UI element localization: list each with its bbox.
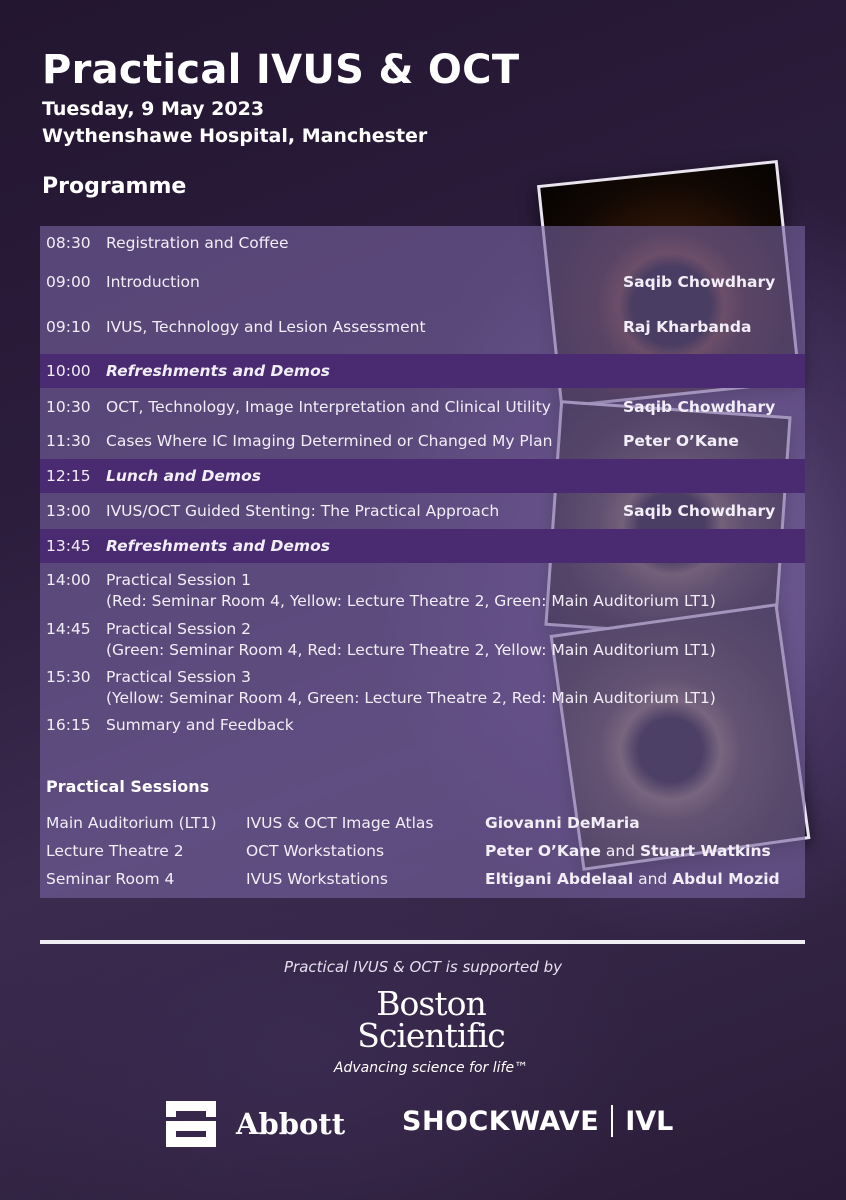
row-desc: Practical Session 3 bbox=[106, 668, 252, 686]
programme-title: Programme bbox=[42, 174, 187, 199]
practical-faculty: Peter O’Kane and Stuart Watkins bbox=[485, 842, 771, 860]
row-desc: Summary and Feedback bbox=[106, 716, 294, 734]
break-row bbox=[40, 529, 805, 563]
practical-activity: IVUS Workstations bbox=[246, 870, 388, 888]
abbott-mark-icon bbox=[160, 1097, 222, 1151]
row-detail: (Green: Seminar Room 4, Red: Lecture Theatre 2, Yellow: Main Auditorium LT1) bbox=[106, 641, 716, 659]
row-detail: (Yellow: Seminar Room 4, Green: Lecture Theatre 2, Red: Main Auditorium LT1) bbox=[106, 689, 716, 707]
row-desc: OCT, Technology, Image Interpretation and Clinical Utility bbox=[106, 398, 551, 416]
practical-activity: IVUS & OCT Image Atlas bbox=[246, 814, 434, 832]
row-desc: Practical Session 2 bbox=[106, 620, 252, 638]
row-time: 10:30 bbox=[46, 398, 91, 416]
row-desc: Refreshments and Demos bbox=[106, 537, 330, 555]
row-time: 13:00 bbox=[46, 502, 91, 520]
event-title: Practical IVUS & OCT bbox=[42, 47, 520, 93]
row-speaker: Saqib Chowdhary bbox=[623, 398, 776, 416]
shockwave-separator bbox=[611, 1105, 613, 1137]
shockwave-logo bbox=[402, 1105, 673, 1137]
row-desc: Lunch and Demos bbox=[106, 467, 261, 485]
row-time: 14:00 bbox=[46, 571, 91, 589]
row-time: 09:10 bbox=[46, 318, 91, 336]
event-venue: Wythenshawe Hospital, Manchester bbox=[42, 125, 428, 147]
shockwave-name: SHOCKWAVE bbox=[402, 1105, 600, 1137]
row-desc: Cases Where IC Imaging Determined or Changed My Plan bbox=[106, 432, 553, 450]
row-detail: (Red: Seminar Room 4, Yellow: Lecture Theatre 2, Green: Main Auditorium LT1) bbox=[106, 592, 716, 610]
row-speaker: Raj Kharbanda bbox=[623, 318, 752, 336]
practical-activity: OCT Workstations bbox=[246, 842, 385, 860]
row-desc: IVUS, Technology and Lesion Assessment bbox=[106, 318, 426, 336]
boston-scientific-logo bbox=[316, 984, 546, 1076]
bsc-line1: Boston bbox=[376, 984, 486, 1023]
bsc-tagline: Advancing science for life™ bbox=[333, 1060, 529, 1076]
row-time: 10:00 bbox=[46, 362, 91, 380]
practical-faculty: Eltigani Abdelaal and Abdul Mozid bbox=[485, 870, 780, 888]
row-speaker: Saqib Chowdhary bbox=[623, 273, 776, 291]
row-desc: Introduction bbox=[106, 273, 200, 291]
supported-by-text: Practical IVUS & OCT is supported by bbox=[284, 958, 562, 976]
shockwave-ivl: IVL bbox=[625, 1105, 674, 1137]
practical-sessions-title: Practical Sessions bbox=[46, 777, 210, 796]
practical-room: Main Auditorium (LT1) bbox=[46, 814, 217, 832]
row-speaker: Peter O’Kane bbox=[623, 432, 739, 450]
event-date: Tuesday, 9 May 2023 bbox=[42, 98, 265, 120]
programme-panel bbox=[40, 226, 805, 898]
break-row bbox=[40, 354, 805, 388]
abbott-name: Abbott bbox=[236, 1107, 346, 1141]
row-time: 14:45 bbox=[46, 620, 91, 638]
practical-room: Seminar Room 4 bbox=[46, 870, 175, 888]
divider bbox=[40, 940, 805, 944]
row-time: 11:30 bbox=[46, 432, 91, 450]
bsc-line2: Scientific bbox=[357, 1016, 505, 1055]
row-time: 16:15 bbox=[46, 716, 91, 734]
abbott-logo bbox=[160, 1097, 345, 1151]
break-row bbox=[40, 459, 805, 493]
row-time: 08:30 bbox=[46, 234, 91, 252]
row-time: 15:30 bbox=[46, 668, 91, 686]
row-speaker: Saqib Chowdhary bbox=[623, 502, 776, 520]
practical-room: Lecture Theatre 2 bbox=[46, 842, 184, 860]
event-header bbox=[42, 44, 519, 150]
row-desc: IVUS/OCT Guided Stenting: The Practical Approach bbox=[106, 502, 500, 520]
row-desc: Registration and Coffee bbox=[106, 234, 289, 252]
row-time: 12:15 bbox=[46, 467, 91, 485]
practical-faculty: Giovanni DeMaria bbox=[485, 814, 640, 832]
row-time: 13:45 bbox=[46, 537, 91, 555]
row-desc: Practical Session 1 bbox=[106, 571, 252, 589]
row-time: 09:00 bbox=[46, 273, 91, 291]
row-desc: Refreshments and Demos bbox=[106, 362, 330, 380]
